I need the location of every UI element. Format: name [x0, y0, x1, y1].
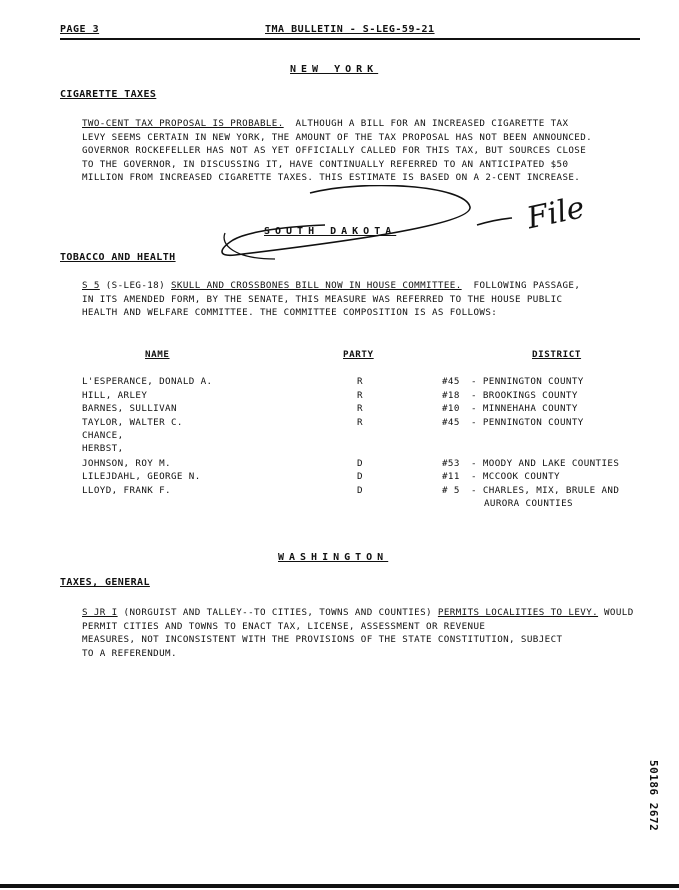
member-name: HERBST,	[82, 443, 124, 454]
member-district: - BROOKINGS COUNTY	[471, 390, 578, 401]
table-row	[0, 443, 679, 456]
document-stamp	[628, 760, 668, 850]
member-party: R	[357, 390, 363, 401]
member-district-number: #18	[442, 390, 460, 401]
member-district-number: #45	[442, 417, 460, 428]
section-heading-cigarette-taxes: CIGARETTE TAXES	[60, 89, 157, 100]
member-district-number: #45	[442, 376, 460, 387]
member-district: - PENNINGTON COUNTY	[471, 376, 584, 387]
table-row	[0, 458, 679, 471]
bill-number: S JR I	[82, 607, 118, 618]
paragraph-line: TO A REFERENDUM.	[82, 647, 177, 659]
paragraph-lead: SKULL AND CROSSBONES BILL NOW IN HOUSE COMMITTEE.	[171, 280, 462, 291]
table-header-party: PARTY	[343, 349, 374, 360]
state-heading-new-york: NEW YORK	[290, 64, 379, 75]
member-district-number: # 5	[442, 485, 460, 496]
member-party: R	[357, 376, 363, 387]
table-header-name: NAME	[145, 349, 170, 360]
member-district-number: #10	[442, 403, 460, 414]
paragraph-line: MILLION FROM INCREASED CIGARETTE TAXES. THIS ESTIMATE IS BASED ON A 2-CENT INCREASE.	[82, 172, 581, 183]
member-district: - CHARLES, MIX, BRULE AND	[471, 485, 620, 496]
paragraph-line: GOVERNOR ROCKEFELLER HAS NOT AS YET OFFICIALLY CALLED FOR THIS TAX, BUT SOURCES CLOSE	[82, 145, 587, 156]
table-row	[0, 376, 679, 389]
member-name: HILL, ARLEY	[82, 390, 148, 401]
table-row	[0, 417, 679, 430]
member-party: R	[357, 403, 363, 414]
state-heading-south-dakota: SOUTH DAKOTA	[264, 226, 397, 237]
table-header-district: DISTRICT	[532, 349, 582, 360]
handwritten-oval	[222, 185, 470, 255]
page-bottom-edge	[0, 884, 679, 888]
member-name: CHANCE,	[82, 430, 124, 441]
table-row	[0, 485, 679, 498]
table-row	[0, 498, 679, 511]
member-party: R	[357, 417, 363, 428]
member-district: - PENNINGTON COUNTY	[471, 417, 584, 428]
member-district: - MCCOOK COUNTY	[471, 471, 560, 482]
handwritten-dash	[477, 218, 512, 225]
member-name: JOHNSON, ROY M.	[82, 458, 171, 469]
paragraph-line: HEALTH AND WELFARE COMMITTEE. THE COMMITTEE COMPOSITION IS AS FOLLOWS:	[82, 307, 498, 318]
paragraph-text: FOLLOWING PASSAGE,	[473, 280, 581, 291]
table-row	[0, 430, 679, 443]
south-dakota-paragraph	[82, 279, 658, 320]
paragraph-line	[82, 117, 658, 131]
bill-reference: (S-LEG-18)	[105, 280, 166, 291]
member-name: LLOYD, FRANK F.	[82, 485, 171, 496]
state-heading-washington: WASHINGTON	[278, 552, 389, 563]
paragraph-line	[82, 279, 658, 293]
section-heading-tobacco-and-health: TOBACCO AND HEALTH	[60, 252, 176, 263]
member-party: D	[357, 471, 363, 482]
stamp-number: 50186 2672	[647, 760, 660, 832]
member-name: L'ESPERANCE, DONALD A.	[82, 376, 213, 387]
paragraph-line: MEASURES, NOT INCONSISTENT WITH THE PROVISIONS OF THE STATE CONSTITUTION, SUBJECT	[82, 634, 563, 645]
page-header	[60, 24, 640, 40]
paragraph-line	[82, 606, 658, 633]
paragraph-text: ALTHOUGH A BILL FOR AN INCREASED CIGARETTE TAX	[295, 118, 569, 129]
member-party: D	[357, 485, 363, 496]
member-name: BARNES, SULLIVAN	[82, 403, 177, 414]
table-row	[0, 471, 679, 484]
member-district: AURORA COUNTIES	[484, 498, 573, 509]
bill-sponsors: (NORGUIST AND TALLEY--TO CITIES, TOWNS AND COUNTIES)	[123, 607, 432, 618]
paragraph-line: TO THE GOVERNOR, IN DISCUSSING IT, HAVE CONTINUALLY REFERRED TO AN ANTICIPATED $50	[82, 158, 569, 170]
new-york-paragraph	[82, 117, 658, 185]
member-district-number: #53	[442, 458, 460, 469]
member-name: TAYLOR, WALTER C.	[82, 417, 183, 428]
handwritten-file: File	[523, 190, 588, 237]
member-party: D	[357, 458, 363, 469]
bill-number: S 5	[82, 280, 100, 291]
member-district-number: #11	[442, 471, 460, 482]
paragraph-line: LEVY SEEMS CERTAIN IN NEW YORK, THE AMOUNT OF THE TAX PROPOSAL HAS NOT BEEN ANNOUNCED.	[82, 131, 593, 143]
bulletin-id: TMA BULLETIN - S-LEG-59-21	[265, 24, 435, 35]
paragraph-line: IN ITS AMENDED FORM, BY THE SENATE, THIS MEASURE WAS REFERRED TO THE HOUSE PUBLIC	[82, 293, 563, 305]
member-district: - MOODY AND LAKE COUNTIES	[471, 458, 620, 469]
paragraph-lead: TWO-CENT TAX PROPOSAL IS PROBABLE.	[82, 118, 284, 129]
table-row	[0, 403, 679, 416]
member-district: - MINNEHAHA COUNTY	[471, 403, 578, 414]
table-row	[0, 390, 679, 403]
washington-paragraph	[82, 606, 658, 660]
paragraph-text: WOULD PERMIT CITIES AND TOWNS TO ENACT TAX, LICENSE, ASSESSMENT OR REVENUE	[82, 607, 634, 632]
member-name: LILEJDAHL, GEORGE N.	[82, 471, 201, 482]
section-heading-taxes-general: TAXES, GENERAL	[60, 577, 150, 588]
page-number: PAGE 3	[60, 24, 100, 35]
paragraph-lead: PERMITS LOCALITIES TO LEVY.	[437, 607, 599, 618]
